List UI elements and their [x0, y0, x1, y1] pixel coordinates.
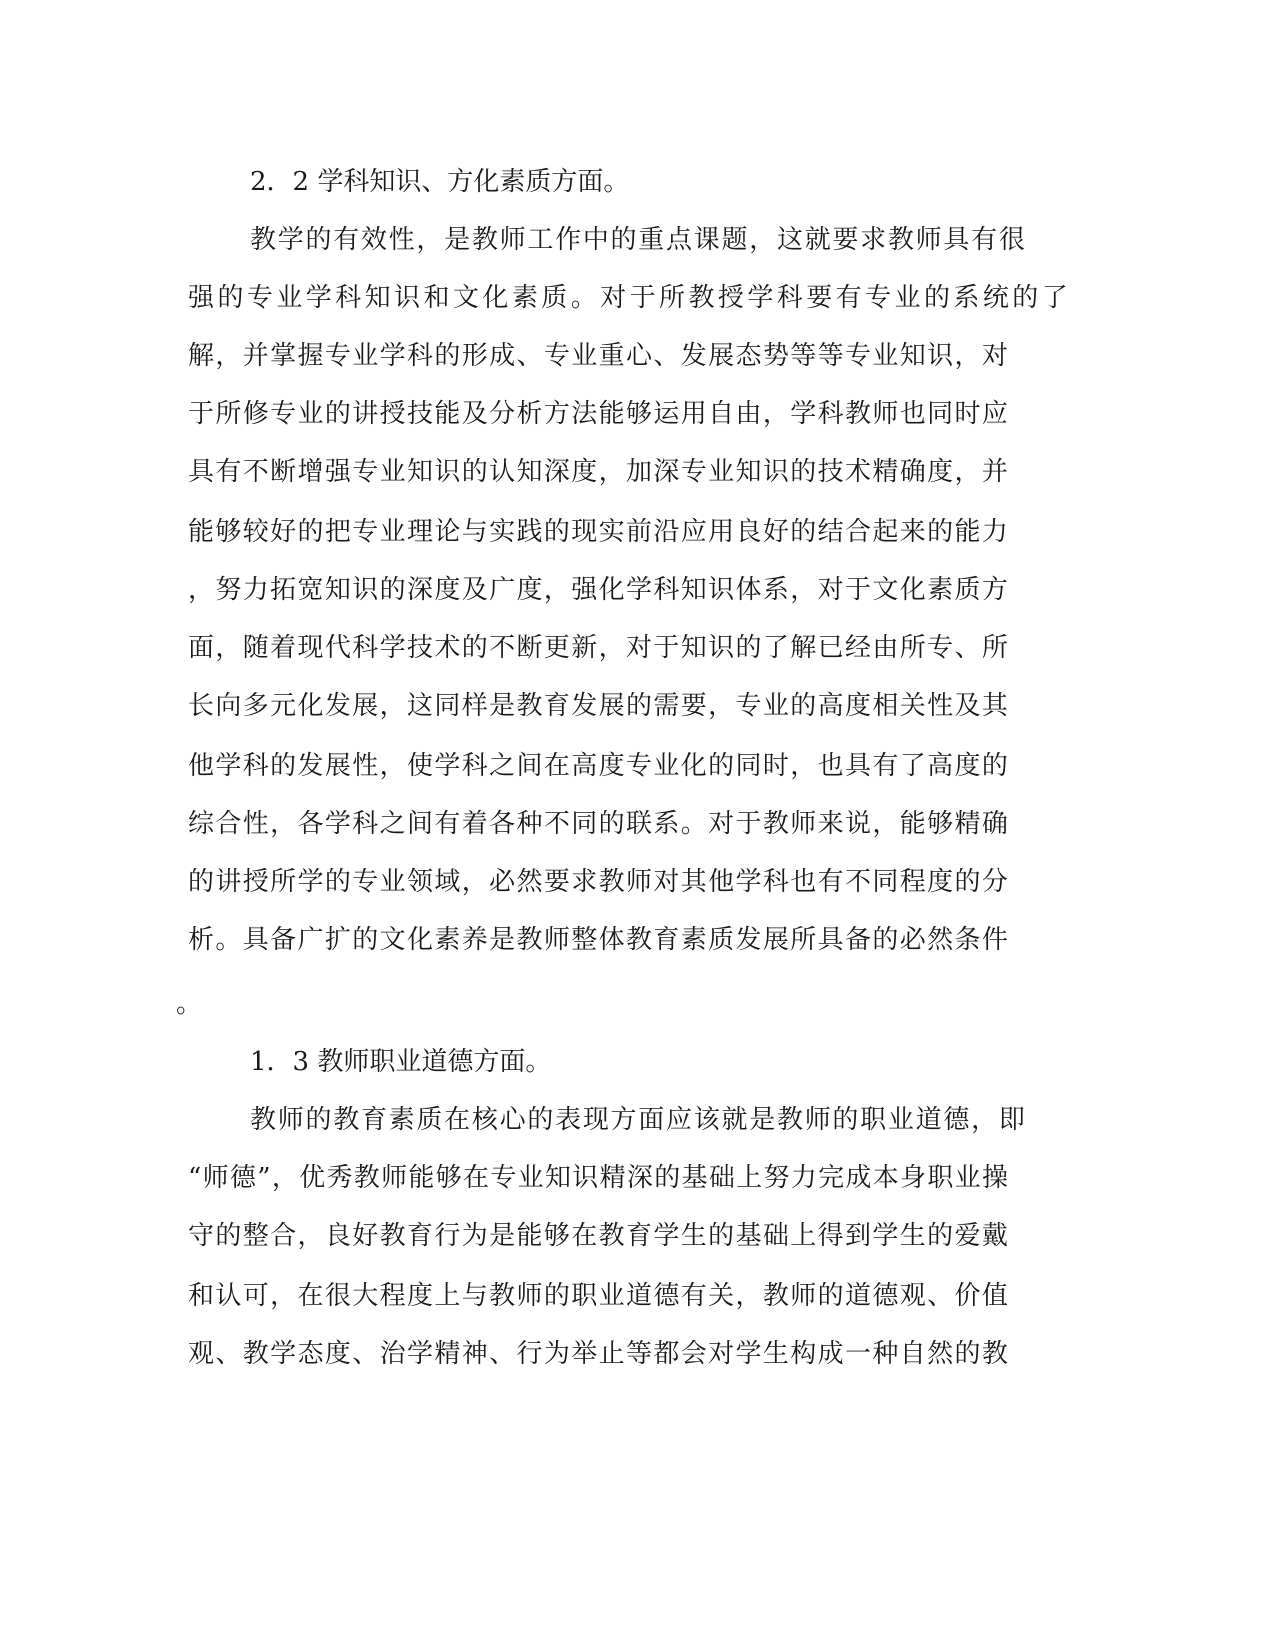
paragraph-line	[0, 336, 1275, 376]
paragraph-line	[0, 804, 1275, 844]
paragraph-line	[0, 862, 1275, 902]
line-text: 教 师 的 教 育 素 质 在 核 心 的 表 现 方 面 应 该 就 是 教 师 的 职 业 道 德 ， 即	[250, 1105, 1025, 1135]
line-text: 解 ， 并 掌 握 专 业 学 科 的 形 成 、 专 业 重 心 、 发 展 态 势 等 等 专 业 知 识 ， 对	[188, 341, 1008, 371]
line-text: 综 合 性 ， 各 学 科 之 间 有 着 各 种 不 同 的 联 系 。 对 于 教 师 来 说 ， 能 够 精 确	[188, 809, 1008, 839]
line-text: 面 ， 随 着 现 代 科 学 技 术 的 不 断 更 新 ， 对 于 知 识 的 了 解 已 经 由 所 专 、 所	[188, 633, 1008, 663]
paragraph-line	[0, 1216, 1275, 1256]
line-text: 。	[176, 989, 203, 1019]
line-text: ， 努 力 拓 宽 知 识 的 深 度 及 广 度 ， 强 化 学 科 知 识 体 系 ， 对 于 文 化 素 质 方	[188, 575, 1008, 605]
line-text: 具 有 不 断 增 强 专 业 知 识 的 认 知 深 度 ， 加 深 专 业 知 识 的 技 术 精 确 度 ， 并	[188, 457, 1008, 487]
heading-text: 2．2 学科知识、方化素质方面。	[250, 167, 630, 197]
line-text: 他 学 科 的 发 展 性 ， 使 学 科 之 间 在 高 度 专 业 化 的 同 时 ， 也 具 有 了 高 度 的	[188, 751, 1008, 781]
line-text: “ 师 德 ” ， 优 秀 教 师 能 够 在 专 业 知 识 精 深 的 基 础 上 努 力 完 成 本 身 职 业 操	[188, 1163, 1008, 1193]
paragraph-line	[0, 628, 1275, 668]
paragraph-line	[0, 1334, 1275, 1374]
paragraph-line	[0, 1100, 1275, 1140]
line-text: 长 向 多 元 化 发 展 ， 这 同 样 是 教 育 发 展 的 需 要 ， 专 业 的 高 度 相 关 性 及 其	[188, 691, 1008, 721]
line-text: 强 的 专 业 学 科 知 识 和 文 化 素 质 。 对 于 所 教 授 学 科 要 有 专 业 的 系 统 的 了	[188, 283, 1068, 313]
line-text: 的 讲 授 所 学 的 专 业 领 域 ， 必 然 要 求 教 师 对 其 他 学 科 也 有 不 同 程 度 的 分	[188, 867, 1008, 897]
paragraph-line	[0, 686, 1275, 726]
line-text: 教 学 的 有 效 性 ， 是 教 师 工 作 中 的 重 点 课 题 ， 这 就 要 求 教 师 具 有 很	[250, 225, 1025, 255]
line-text: 观 、 教 学 态 度 、 治 学 精 神 、 行 为 举 止 等 都 会 对 学 生 构 成 一 种 自 然 的 教	[188, 1339, 1008, 1369]
paragraph-line	[0, 920, 1275, 960]
paragraph-line	[0, 570, 1275, 610]
paragraph-line	[0, 984, 1275, 1024]
paragraph-line	[0, 452, 1275, 492]
line-text: 能 够 较 好 的 把 专 业 理 论 与 实 践 的 现 实 前 沿 应 用 良 好 的 结 合 起 来 的 能 力	[188, 517, 1008, 547]
section-heading-1-3	[0, 1042, 1275, 1082]
paragraph-line	[0, 278, 1275, 318]
line-text: 析 。 具 备 广 扩 的 文 化 素 养 是 教 师 整 体 教 育 素 质 发 展 所 具 备 的 必 然 条 件	[188, 925, 1008, 955]
paragraph-line	[0, 1158, 1275, 1198]
paragraph-line	[0, 394, 1275, 434]
line-text: 和 认 可 ， 在 很 大 程 度 上 与 教 师 的 职 业 道 德 有 关 ， 教 师 的 道 德 观 、 价 值	[188, 1281, 1008, 1311]
line-text: 守 的 整 合 ， 良 好 教 育 行 为 是 能 够 在 教 育 学 生 的 基 础 上 得 到 学 生 的 爱 戴	[188, 1221, 1008, 1251]
section-heading-2-2	[0, 162, 1275, 202]
line-text: 于 所 修 专 业 的 讲 授 技 能 及 分 析 方 法 能 够 运 用 自 由 ， 学 科 教 师 也 同 时 应	[188, 399, 1008, 429]
paragraph-line	[0, 512, 1275, 552]
paragraph-line	[0, 220, 1275, 260]
paragraph-line	[0, 746, 1275, 786]
paragraph-line	[0, 1276, 1275, 1316]
heading-text: 1．3 教师职业道德方面。	[250, 1047, 552, 1077]
